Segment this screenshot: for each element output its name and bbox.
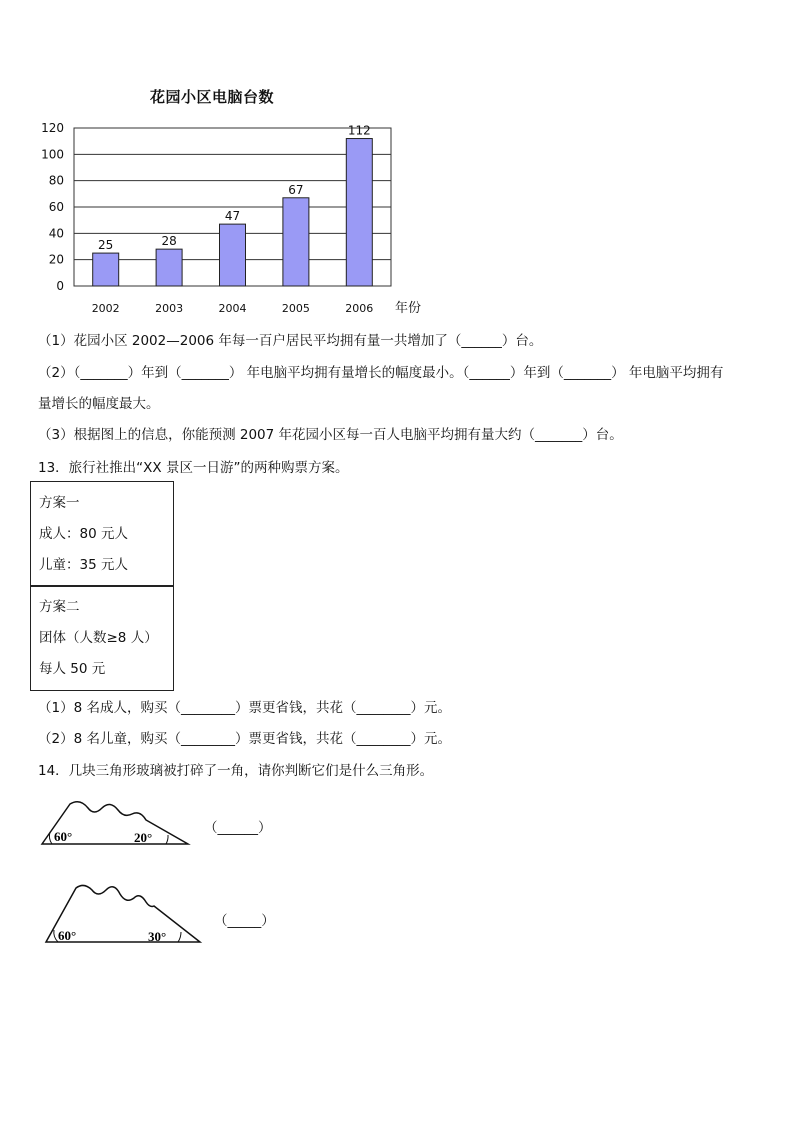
plan2-title: 方案二	[39, 599, 80, 615]
bar	[283, 198, 309, 286]
triangle-2-answer-blank: （_____）	[214, 913, 275, 929]
x-tick-label: 2005	[281, 302, 310, 315]
bar-chart	[0, 110, 460, 325]
q13-part1: （1）8 名成人，购买（________）票更省钱，共花（________）元。	[38, 700, 451, 716]
q12-part1: （1）花园小区 2002—2006 年每一百户居民平均拥有量一共增加了（______）台。	[38, 333, 543, 349]
q14-intro: 14．几块三角形玻璃被打碎了一角，请你判断它们是什么三角形。	[38, 763, 434, 779]
q12-part2-cont: 量增长的幅度最大。	[38, 396, 160, 412]
bar	[93, 253, 119, 286]
triangle-2-angle-right: 30°	[148, 929, 167, 944]
plan1-child: 儿童：35 元人	[39, 557, 128, 573]
plan2-box	[30, 585, 174, 691]
y-tick-label: 0	[56, 279, 64, 293]
q13-intro: 13．旅行社推出“XX 景区一日游”的两种购票方案。	[38, 460, 349, 476]
triangle-1-answer-blank: （______）	[204, 820, 272, 836]
triangle-1-angle-left: 60°	[54, 829, 73, 844]
bar	[220, 224, 246, 286]
x-tick-label: 2004	[218, 302, 247, 315]
plan1-title: 方案一	[39, 495, 80, 511]
data-label: 47	[224, 209, 241, 224]
y-tick-label: 60	[48, 200, 64, 214]
x-tick-label: 2006	[345, 302, 374, 315]
broken-triangle-2	[40, 880, 210, 948]
plan2-group: 团体（人数≥8 人）	[39, 630, 158, 646]
plan1-adult: 成人：80 元人	[39, 526, 128, 542]
chart-title: 花园小区电脑台数	[150, 88, 275, 106]
bar	[346, 139, 372, 286]
q12-part2: （2）（_______）年到（_______） 年电脑平均拥有量增长的幅度最小。（______）年到（_______） 年电脑平均拥有	[38, 365, 724, 381]
q13-part2: （2）8 名儿童，购买（________）票更省钱，共花（________）元。	[38, 731, 451, 747]
plan2-price: 每人 50 元	[39, 661, 106, 677]
y-tick-label: 120	[41, 121, 64, 135]
bar	[156, 249, 182, 286]
x-axis-label: 年份	[395, 301, 422, 316]
triangle-2-angle-arc-right	[178, 932, 181, 942]
data-label: 67	[288, 182, 304, 197]
y-tick-label: 100	[41, 147, 64, 162]
y-tick-label: 40	[48, 226, 64, 241]
x-tick-label: 2002	[91, 302, 120, 315]
x-tick-label: 2003	[155, 302, 184, 315]
y-tick-label: 80	[48, 173, 64, 188]
triangle-2-angle-left: 60°	[58, 928, 77, 943]
data-label: 112	[347, 123, 371, 138]
triangle-1-angle-arc-left	[49, 832, 52, 844]
y-tick-label: 20	[48, 252, 64, 267]
plan1-box	[30, 481, 174, 587]
broken-triangle-1	[36, 796, 206, 852]
triangle-1-angle-arc-right	[166, 835, 168, 844]
data-label: 25	[98, 238, 114, 253]
triangle-1-angle-right: 20°	[134, 830, 153, 845]
data-label: 28	[161, 234, 177, 249]
q12-part3: （3）根据图上的信息，你能预测 2007 年花园小区每一百人电脑平均拥有量大约（_______）台。	[38, 427, 623, 443]
